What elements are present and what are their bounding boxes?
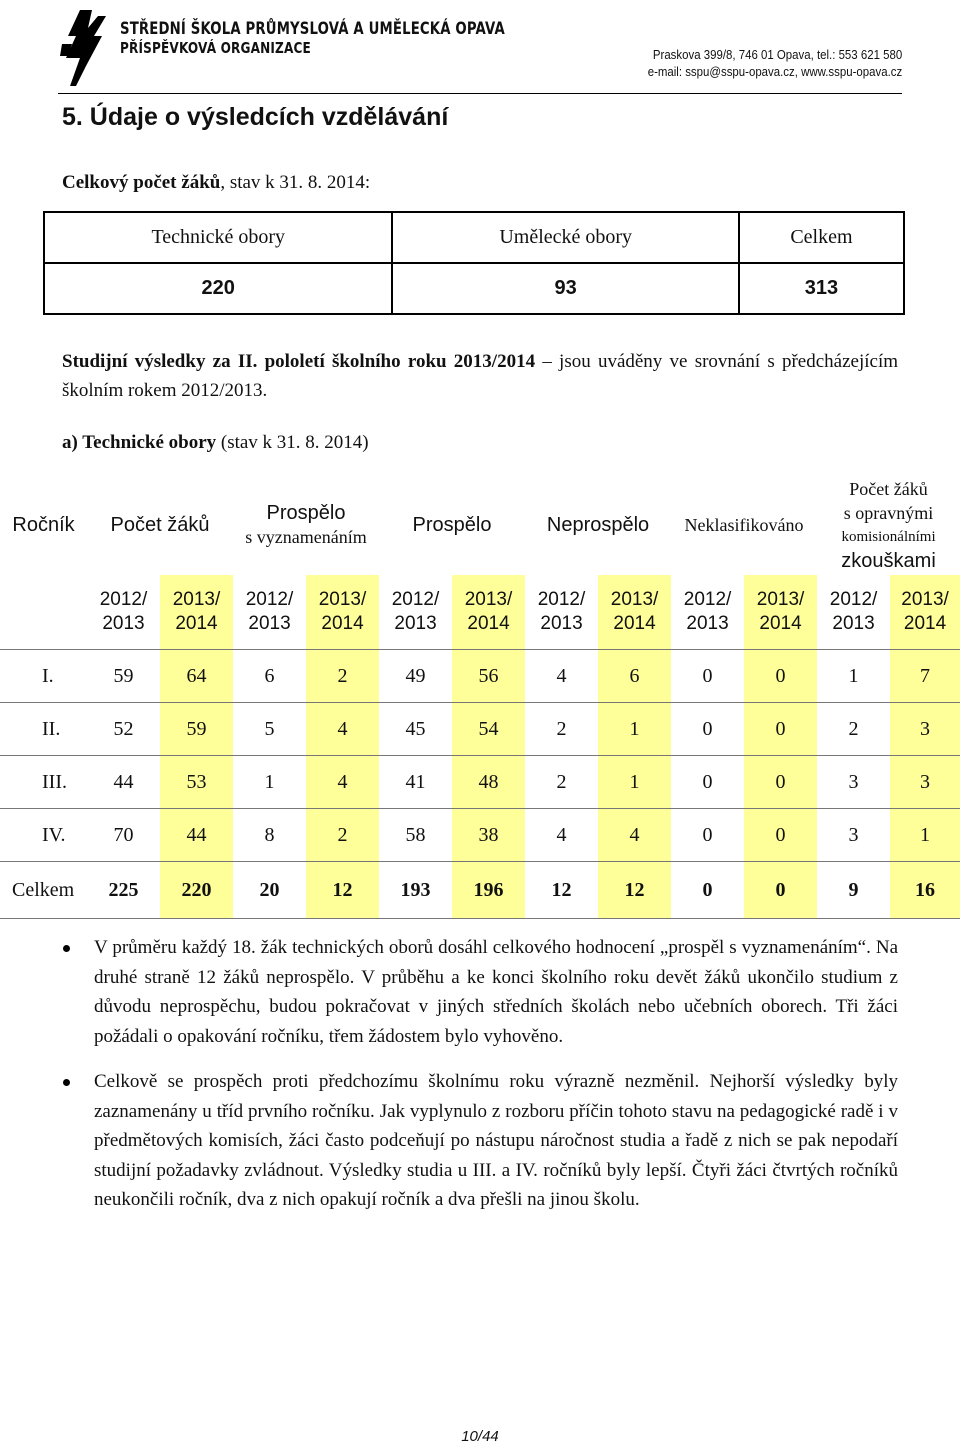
- cell: 0: [744, 756, 817, 809]
- year-a-l1: 2012/: [537, 589, 586, 610]
- year-2013-prospelo: [452, 575, 525, 650]
- total-label: Celkem: [0, 862, 87, 919]
- year-a-l2: 2013: [686, 613, 729, 634]
- cell: 12: [598, 862, 671, 919]
- cell: 9: [817, 862, 890, 919]
- cell: 0: [744, 650, 817, 703]
- col-umelecke: Umělecké obory: [392, 212, 738, 263]
- total-students-heading: [62, 172, 370, 194]
- header-opravne-line1: Počet žáků: [849, 479, 928, 499]
- year-2013-neprospelo: [598, 575, 671, 650]
- cell: 45: [379, 703, 452, 756]
- year-b-l1: 2013/: [610, 589, 659, 610]
- cell: 1: [598, 756, 671, 809]
- page-number: 10/44: [461, 1428, 499, 1445]
- val-umelecke: 93: [392, 263, 738, 314]
- cell: 44: [160, 809, 233, 862]
- results-paragraph: [62, 347, 898, 405]
- section-title: 5. Údaje o výsledcích vzdělávání: [62, 103, 449, 131]
- val-technicke: 220: [44, 263, 392, 314]
- year-b-l2: 2014: [613, 613, 656, 634]
- cell: 54: [452, 703, 525, 756]
- year-a-l1: 2012/: [829, 589, 878, 610]
- table-row: [0, 756, 960, 809]
- cell: 1: [233, 756, 306, 809]
- year-a-l1: 2012/: [391, 589, 440, 610]
- list-item: [62, 933, 898, 1051]
- cell: 59: [87, 650, 160, 703]
- school-name-line1: STŘEDNÍ ŠKOLA PRŮMYSLOVÁ A UMĚLECKÁ OPAVA: [120, 19, 505, 39]
- table-row: [0, 650, 960, 703]
- technical-heading-bold: a) Technické obory: [62, 432, 217, 453]
- cell: 38: [452, 809, 525, 862]
- cell: 20: [233, 862, 306, 919]
- cell: 0: [744, 809, 817, 862]
- total-students-heading-bold: Celkový počet žáků: [62, 172, 221, 193]
- school-name-line2: PŘÍSPĚVKOVÁ ORGANIZACE: [120, 39, 311, 57]
- header-neprospelo: Neprospělo: [546, 514, 650, 536]
- email-web: e-mail: sspu@sspu-opava.cz, www.sspu-opava.cz: [647, 64, 902, 79]
- cell: 6: [598, 650, 671, 703]
- header-prospelo-vyz-line2: s vyznamenáním: [245, 527, 367, 547]
- cell: 2: [306, 650, 379, 703]
- cell: 52: [87, 703, 160, 756]
- cell: 0: [744, 862, 817, 919]
- row-label: IV.: [0, 809, 87, 862]
- cell: 53: [160, 756, 233, 809]
- total-students-values-row: [44, 263, 904, 314]
- cell: 1: [890, 809, 960, 862]
- year-a-l1: 2012/: [99, 589, 148, 610]
- year-a-l1: 2012/: [683, 589, 732, 610]
- cell: 0: [671, 756, 744, 809]
- year-b-l1: 2013/: [318, 589, 367, 610]
- row-label: II.: [0, 703, 87, 756]
- cell: 0: [744, 703, 817, 756]
- bullet-list: [62, 933, 898, 1231]
- page-header: [0, 0, 960, 95]
- year-a-l2: 2013: [102, 613, 145, 634]
- row-label: III.: [0, 756, 87, 809]
- header-prospelo: Prospělo: [412, 514, 492, 536]
- year-a-l2: 2013: [540, 613, 583, 634]
- cell: 0: [671, 809, 744, 862]
- cell: 4: [306, 703, 379, 756]
- results-paragraph-bold: Studijní výsledky za II. pololetí školního roku 2013/2014: [62, 351, 536, 372]
- year-a-l2: 2013: [832, 613, 875, 634]
- year-blank: [0, 575, 87, 650]
- header-prospelo-vyznamenanim: [233, 475, 379, 575]
- year-b-l2: 2014: [321, 613, 364, 634]
- address: Praskova 399/8, 746 01 Opava, tel.: 553 621 580: [652, 47, 902, 62]
- cell: 196: [452, 862, 525, 919]
- cell: 225: [87, 862, 160, 919]
- header-rocnik: Ročník: [12, 514, 75, 536]
- table-row: [0, 809, 960, 862]
- cell: 1: [817, 650, 890, 703]
- year-2013-pocet: [160, 575, 233, 650]
- cell: 193: [379, 862, 452, 919]
- cell: 0: [671, 703, 744, 756]
- cell: 4: [525, 809, 598, 862]
- cell: 48: [452, 756, 525, 809]
- cell: 2: [525, 703, 598, 756]
- cell: 8: [233, 809, 306, 862]
- year-a-l1: 2012/: [245, 589, 294, 610]
- year-b-l1: 2013/: [172, 589, 221, 610]
- school-name: [120, 20, 614, 57]
- cell: 44: [87, 756, 160, 809]
- cell: 6: [233, 650, 306, 703]
- cell: 41: [379, 756, 452, 809]
- cell: 0: [671, 650, 744, 703]
- cell: 220: [160, 862, 233, 919]
- cell: 1: [598, 703, 671, 756]
- year-b-l2: 2014: [467, 613, 510, 634]
- table-years-row: [0, 575, 960, 650]
- year-b-l2: 2014: [175, 613, 218, 634]
- year-2013-neklasif: [744, 575, 817, 650]
- col-celkem: Celkem: [739, 212, 904, 263]
- technical-heading-rest: (stav k 31. 8. 2014): [216, 432, 369, 453]
- table-header-row: [0, 475, 960, 575]
- cell: 59: [160, 703, 233, 756]
- cell: 4: [306, 756, 379, 809]
- cell: 12: [525, 862, 598, 919]
- header-opravne-zkousky: [817, 475, 960, 575]
- cell: 3: [890, 703, 960, 756]
- header-pocet-zaku: Počet žáků: [110, 514, 210, 536]
- total-students-header-row: [44, 212, 904, 263]
- year-2012-neprospelo: [525, 575, 598, 650]
- header-opravne-line3: komisionálními: [841, 529, 936, 545]
- header-neklasifikovano: Neklasifikováno: [684, 515, 804, 535]
- year-2013-vyz: [306, 575, 379, 650]
- results-paragraph-rest: – jsou uváděny ve srovnání s předcházejícím školním rokem 2012/2013.: [62, 351, 899, 401]
- cell: 5: [233, 703, 306, 756]
- total-students-heading-rest: , stav k 31. 8. 2014:: [220, 172, 371, 193]
- school-logo-icon: [58, 6, 118, 86]
- year-b-l1: 2013/: [464, 589, 513, 610]
- year-2012-vyz: [233, 575, 306, 650]
- cell: 2: [525, 756, 598, 809]
- cell: 3: [817, 756, 890, 809]
- cell: 12: [306, 862, 379, 919]
- cell: 64: [160, 650, 233, 703]
- table-row: [0, 703, 960, 756]
- cell: 16: [890, 862, 960, 919]
- technical-heading: [62, 432, 369, 454]
- cell: 3: [890, 756, 960, 809]
- year-a-l2: 2013: [248, 613, 291, 634]
- year-2012-opravne: [817, 575, 890, 650]
- header-opravne-line4: zkouškami: [841, 550, 936, 572]
- cell: 0: [671, 862, 744, 919]
- header-opravne-line2: s opravnými: [843, 503, 934, 523]
- contact-info: [648, 46, 902, 80]
- header-prospelo-vyz-line1: Prospělo: [266, 502, 346, 524]
- year-b-l2: 2014: [759, 613, 802, 634]
- year-2012-prospelo: [379, 575, 452, 650]
- year-b-l1: 2013/: [756, 589, 805, 610]
- cell: 2: [817, 703, 890, 756]
- cell: 56: [452, 650, 525, 703]
- cell: 58: [379, 809, 452, 862]
- bullet-dot-icon: [63, 945, 70, 952]
- table-total-row: [0, 862, 960, 919]
- technical-results-table: [0, 475, 960, 919]
- year-2012-neklasif: [671, 575, 744, 650]
- cell: 4: [525, 650, 598, 703]
- val-celkem: 313: [739, 263, 904, 314]
- cell: 70: [87, 809, 160, 862]
- total-students-table: [43, 211, 905, 315]
- cell: 4: [598, 809, 671, 862]
- cell: 3: [817, 809, 890, 862]
- bullet-text: Celkově se prospěch proti předchozímu školnímu roku výrazně nezměnil. Nejhorší výsledky byly zaznamenány u tříd prvního ročníku. Jak vyplynulo z rozboru příčin tohoto stavu na pedagogické radě i v předmětových komisích, žáci často podceňují po nástupu náročnost studia a řadě z nich se pak nepodaří studijní požadavky zvládnout. Výsledky studia u III. a IV. ročníků byly lepší. Čtyři žáci čtvrtých ročníků neukončili ročník, dva z nich opakují ročník a dva přešli na jinou školu.: [94, 1071, 898, 1210]
- year-a-l2: 2013: [394, 613, 437, 634]
- header-divider: [58, 93, 902, 94]
- list-item: [62, 1067, 898, 1215]
- row-label: I.: [0, 650, 87, 703]
- cell: 2: [306, 809, 379, 862]
- bullet-text: V průměru každý 18. žák technických oborů dosáhl celkového hodnocení „prospěl s vyznamenáním“. Na druhé straně 12 žáků neprospělo. V průběhu a ke konci školního roku devět žáků ukončilo studium z důvodu neprospěchu, budou pokračovat v jiných středních školách nebo učebních oborech. Tři žáci požádali o opakování ročníku, třem žádostem bylo vyhověno.: [94, 937, 898, 1047]
- cell: 7: [890, 650, 960, 703]
- year-b-l1: 2013/: [901, 589, 949, 610]
- cell: 49: [379, 650, 452, 703]
- year-2013-opravne: [890, 575, 960, 650]
- col-technicke: Technické obory: [44, 212, 392, 263]
- bullet-dot-icon: [63, 1079, 70, 1086]
- year-b-l2: 2014: [903, 613, 947, 634]
- year-2012-pocet: [87, 575, 160, 650]
